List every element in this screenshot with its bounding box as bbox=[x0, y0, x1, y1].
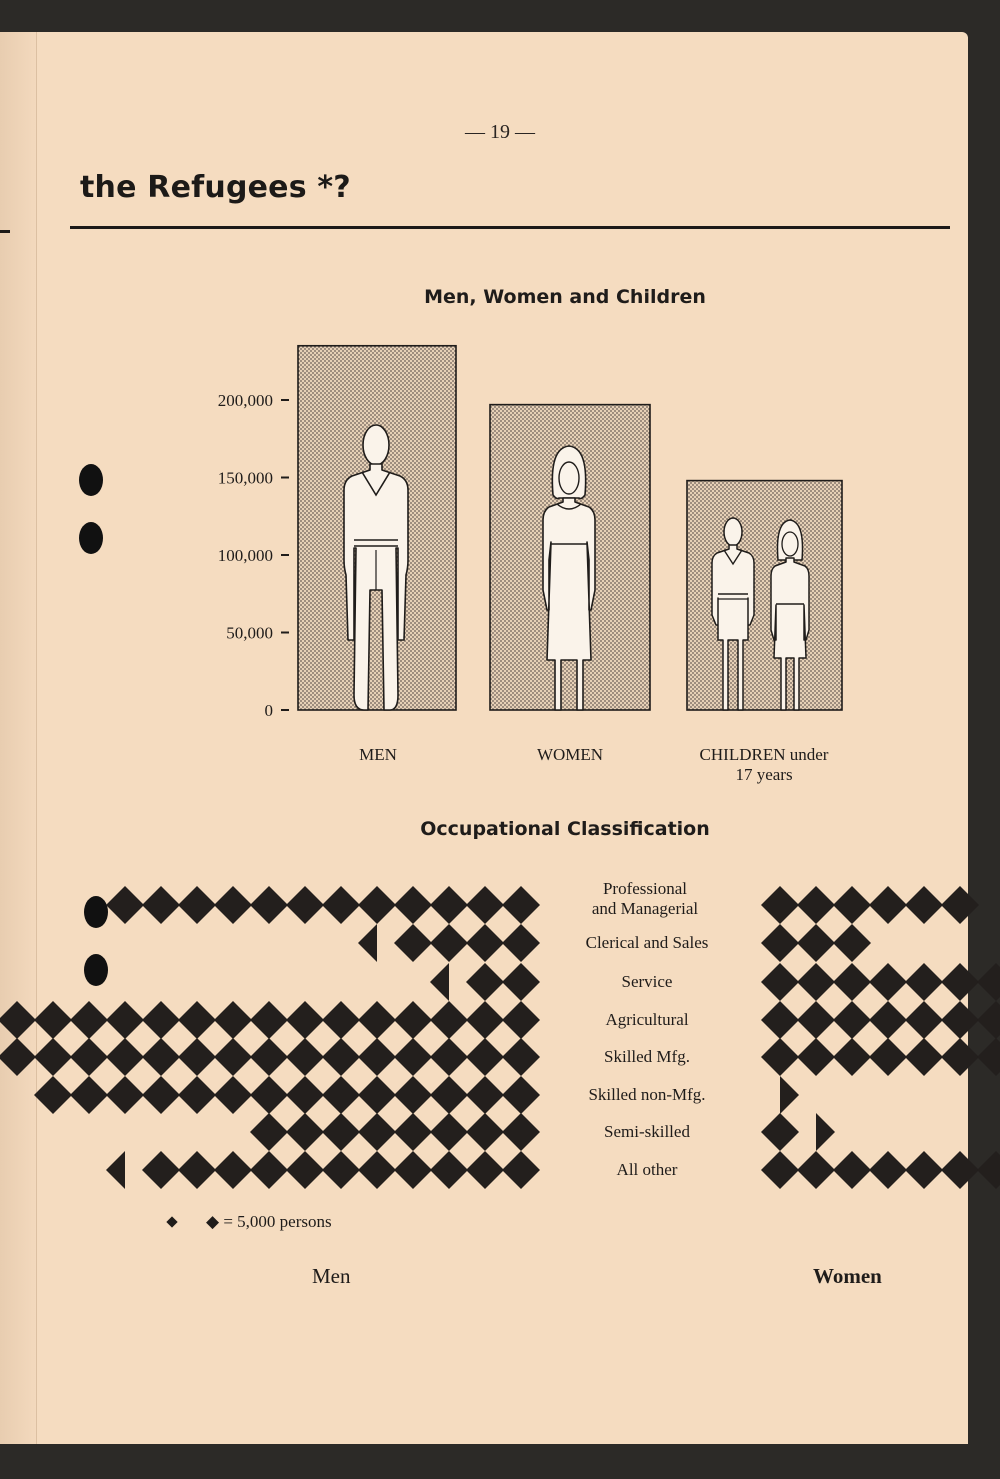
women-diamond bbox=[905, 963, 943, 1001]
men-diamond bbox=[394, 1001, 432, 1039]
men-diamond bbox=[178, 1076, 216, 1114]
men-diamond bbox=[142, 1001, 180, 1039]
y-tick-label: 0 bbox=[264, 701, 273, 720]
men-diamond bbox=[0, 1001, 36, 1039]
men-diamond bbox=[430, 1038, 468, 1076]
men-diamond bbox=[322, 1001, 360, 1039]
men-diamond bbox=[178, 1151, 216, 1189]
men-diamond bbox=[502, 1001, 540, 1039]
women-diamond bbox=[833, 924, 871, 962]
men-diamond bbox=[286, 1038, 324, 1076]
men-diamond bbox=[466, 1001, 504, 1039]
men-diamond bbox=[358, 886, 396, 924]
chart-title-population: Men, Women and Children bbox=[424, 286, 706, 308]
men-diamond bbox=[466, 1151, 504, 1189]
men-diamond bbox=[70, 1076, 108, 1114]
occupation-label: Agricultural bbox=[605, 1010, 689, 1029]
occupation-label: Professional bbox=[602, 879, 688, 898]
women-diamond bbox=[797, 1038, 835, 1076]
women-diamond bbox=[797, 1001, 835, 1039]
women-diamond bbox=[905, 886, 943, 924]
women-diamond bbox=[905, 1038, 943, 1076]
men-diamond bbox=[394, 1113, 432, 1151]
women-diamond bbox=[905, 1151, 943, 1189]
men-diamond bbox=[466, 1038, 504, 1076]
series-label-men: Men bbox=[312, 1264, 351, 1288]
women-diamond bbox=[797, 924, 835, 962]
men-diamond bbox=[250, 1113, 288, 1151]
men-diamond bbox=[322, 1076, 360, 1114]
legend-diamond-icon bbox=[166, 1216, 177, 1227]
women-diamond bbox=[977, 963, 1000, 1001]
men-diamond bbox=[430, 1151, 468, 1189]
y-tick-label: 50,000 bbox=[226, 623, 273, 643]
men-diamond bbox=[502, 963, 540, 1001]
occupation-label: Clerical and Sales bbox=[585, 933, 709, 952]
series-label-women: Women bbox=[813, 1264, 882, 1288]
men-diamond bbox=[34, 1076, 72, 1114]
women-diamond bbox=[761, 1038, 799, 1076]
men-diamond bbox=[358, 1001, 396, 1039]
men-diamond bbox=[430, 1076, 468, 1114]
men-partial-diamond bbox=[106, 1151, 125, 1189]
category-label: CHILDREN under bbox=[699, 745, 829, 764]
legend bbox=[168, 1212, 332, 1232]
men-diamond bbox=[394, 1076, 432, 1114]
y-tick-label: 200,000 bbox=[217, 391, 273, 410]
men-diamond bbox=[250, 1151, 288, 1189]
men-diamond bbox=[214, 1151, 252, 1189]
women-diamond bbox=[833, 1001, 871, 1039]
women-diamond bbox=[797, 1151, 835, 1189]
occupation-label: All other bbox=[616, 1160, 678, 1179]
women-diamond bbox=[833, 1038, 871, 1076]
women-diamond bbox=[941, 963, 979, 1001]
category-label: WOMEN bbox=[536, 745, 604, 764]
men-diamond bbox=[214, 1076, 252, 1114]
men-diamond bbox=[286, 1076, 324, 1114]
men-diamond bbox=[178, 1038, 216, 1076]
women-diamond bbox=[833, 1151, 871, 1189]
men-diamond bbox=[286, 886, 324, 924]
men-diamond bbox=[430, 886, 468, 924]
men-diamond bbox=[394, 886, 432, 924]
men-diamond bbox=[70, 1038, 108, 1076]
occupation-label: Service bbox=[621, 972, 673, 991]
women-diamond bbox=[761, 963, 799, 1001]
men-diamond bbox=[466, 886, 504, 924]
women-diamond bbox=[869, 1001, 907, 1039]
men-diamond bbox=[34, 1001, 72, 1039]
men-diamond bbox=[214, 1038, 252, 1076]
legend-text: ◆ = 5,000 persons bbox=[206, 1212, 332, 1231]
men-partial-diamond bbox=[430, 963, 449, 1001]
men-diamond bbox=[106, 1001, 144, 1039]
women-diamond bbox=[977, 1038, 1000, 1076]
women-diamond bbox=[797, 886, 835, 924]
occupation-label: and Managerial bbox=[591, 899, 699, 918]
page-number: — 19 — bbox=[465, 121, 535, 143]
women-diamond bbox=[761, 924, 799, 962]
women-diamond bbox=[869, 886, 907, 924]
chart-title-occupations: Occupational Classification bbox=[420, 818, 710, 840]
women-diamond bbox=[977, 1151, 1000, 1189]
women-diamond bbox=[833, 886, 871, 924]
men-diamond bbox=[502, 1038, 540, 1076]
men-diamond bbox=[286, 1113, 324, 1151]
men-diamond bbox=[106, 886, 144, 924]
men-diamond bbox=[70, 1001, 108, 1039]
men-diamond bbox=[466, 1113, 504, 1151]
women-diamond bbox=[761, 1113, 799, 1151]
women-diamond bbox=[941, 1001, 979, 1039]
men-diamond bbox=[502, 1076, 540, 1114]
men-diamond bbox=[502, 886, 540, 924]
men-diamond bbox=[250, 886, 288, 924]
men-diamond bbox=[430, 1001, 468, 1039]
men-diamond bbox=[502, 1113, 540, 1151]
men-diamond bbox=[466, 963, 504, 1001]
occupation-label: Skilled non-Mfg. bbox=[588, 1085, 706, 1104]
men-diamond bbox=[394, 1038, 432, 1076]
men-diamond bbox=[394, 1151, 432, 1189]
men-diamond bbox=[0, 1038, 36, 1076]
men-diamond bbox=[142, 1076, 180, 1114]
men-diamond bbox=[214, 1001, 252, 1039]
men-diamond bbox=[322, 1113, 360, 1151]
men-diamond bbox=[466, 1076, 504, 1114]
men-diamond bbox=[214, 886, 252, 924]
men-diamond bbox=[250, 1001, 288, 1039]
men-diamond bbox=[358, 1113, 396, 1151]
men-diamond bbox=[430, 1113, 468, 1151]
women-diamond bbox=[761, 1001, 799, 1039]
women-diamond bbox=[761, 886, 799, 924]
men-diamond bbox=[286, 1001, 324, 1039]
women-diamond bbox=[833, 963, 871, 1001]
men-diamond bbox=[466, 924, 504, 962]
women-diamond bbox=[941, 1151, 979, 1189]
men-diamond bbox=[430, 924, 468, 962]
y-tick-label: 100,000 bbox=[217, 546, 273, 565]
men-diamond bbox=[250, 1038, 288, 1076]
occupation-label: Skilled Mfg. bbox=[604, 1047, 690, 1066]
men-diamond bbox=[178, 886, 216, 924]
y-tick-label: 150,000 bbox=[217, 468, 273, 488]
men-diamond bbox=[322, 1151, 360, 1189]
category-label: 17 years bbox=[735, 765, 793, 784]
men-diamond bbox=[322, 886, 360, 924]
page-heading: the Refugees *? bbox=[80, 170, 351, 205]
women-diamond bbox=[869, 1151, 907, 1189]
men-diamond bbox=[286, 1151, 324, 1189]
women-diamond bbox=[797, 963, 835, 1001]
men-diamond bbox=[250, 1076, 288, 1114]
men-diamond bbox=[142, 1151, 180, 1189]
men-diamond bbox=[322, 1038, 360, 1076]
women-diamond bbox=[761, 1151, 799, 1189]
women-diamond bbox=[905, 1001, 943, 1039]
occupation-label: Semi-skilled bbox=[604, 1122, 690, 1141]
men-diamond bbox=[106, 1076, 144, 1114]
women-partial-diamond bbox=[816, 1113, 835, 1151]
men-diamond bbox=[178, 1001, 216, 1039]
men-diamond bbox=[142, 1038, 180, 1076]
women-diamond bbox=[977, 1001, 1000, 1039]
men-diamond bbox=[358, 1151, 396, 1189]
men-partial-diamond bbox=[358, 924, 377, 962]
men-diamond bbox=[106, 1038, 144, 1076]
men-diamond bbox=[358, 1038, 396, 1076]
men-diamond bbox=[358, 1076, 396, 1114]
men-diamond bbox=[34, 1038, 72, 1076]
women-diamond bbox=[941, 886, 979, 924]
men-diamond bbox=[502, 1151, 540, 1189]
women-diamond bbox=[869, 963, 907, 1001]
category-label: MEN bbox=[359, 745, 397, 764]
women-diamond bbox=[869, 1038, 907, 1076]
men-diamond bbox=[142, 886, 180, 924]
men-diamond bbox=[502, 924, 540, 962]
women-diamond bbox=[941, 1038, 979, 1076]
men-diamond bbox=[394, 924, 432, 962]
women-partial-diamond bbox=[780, 1076, 799, 1114]
